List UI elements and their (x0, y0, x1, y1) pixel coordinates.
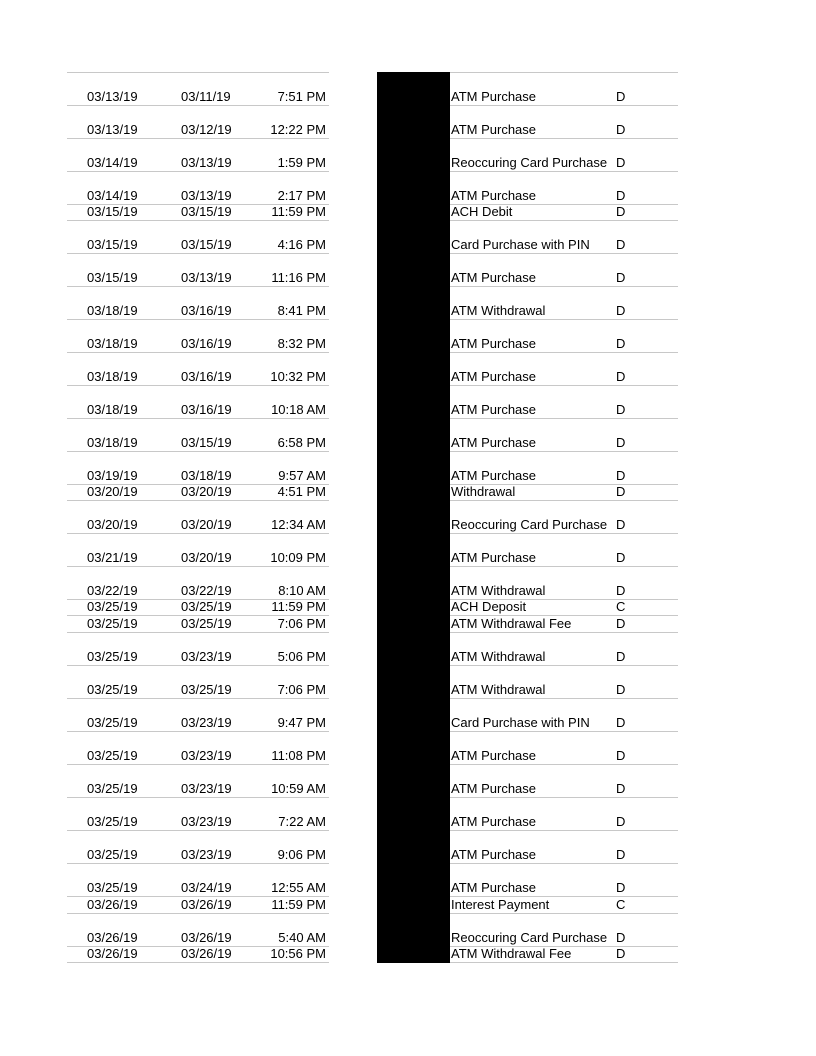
row-divider (450, 632, 678, 633)
row-divider (67, 830, 329, 831)
post-date-cell: 03/18/19 (87, 369, 138, 384)
type-cell: D (616, 880, 626, 895)
type-cell: D (616, 517, 626, 532)
description-cell: ATM Purchase (451, 435, 537, 450)
transaction-date-cell: 03/26/19 (181, 897, 232, 912)
description-cell: ATM Purchase (451, 122, 537, 137)
type-cell: D (616, 155, 626, 170)
time-cell: 9:06 PM (277, 847, 326, 862)
row-divider (450, 731, 678, 732)
time-cell: 7:51 PM (277, 89, 326, 104)
post-date-cell: 03/22/19 (87, 583, 138, 598)
description-cell: ATM Withdrawal Fee (451, 616, 572, 631)
transaction-date-cell: 03/25/19 (181, 682, 232, 697)
transaction-date-cell: 03/13/19 (181, 270, 232, 285)
post-date-cell: 03/25/19 (87, 599, 138, 614)
time-cell: 5:40 AM (278, 930, 326, 945)
post-date-cell: 03/18/19 (87, 402, 138, 417)
row-divider (67, 171, 329, 172)
row-divider (67, 632, 329, 633)
row-divider (450, 533, 678, 534)
row-divider (450, 863, 678, 864)
row-divider (450, 72, 678, 73)
row-divider (67, 764, 329, 765)
description-cell: ATM Purchase (451, 880, 537, 895)
row-divider (450, 171, 678, 172)
description-cell: ATM Purchase (451, 550, 537, 565)
transaction-date-cell: 03/23/19 (181, 715, 232, 730)
transaction-date-cell: 03/12/19 (181, 122, 232, 137)
description-cell: Card Purchase with PIN (451, 237, 590, 252)
description-cell: ATM Purchase (451, 336, 537, 351)
row-divider (67, 731, 329, 732)
transaction-date-cell: 03/15/19 (181, 435, 232, 450)
post-date-cell: 03/19/19 (87, 468, 138, 483)
post-date-cell: 03/18/19 (87, 336, 138, 351)
description-cell: ATM Purchase (451, 748, 537, 763)
post-date-cell: 03/15/19 (87, 204, 138, 219)
type-cell: D (616, 550, 626, 565)
transaction-date-cell: 03/23/19 (181, 781, 232, 796)
post-date-cell: 03/25/19 (87, 880, 138, 895)
post-date-cell: 03/14/19 (87, 155, 138, 170)
type-cell: D (616, 748, 626, 763)
transaction-date-cell: 03/26/19 (181, 930, 232, 945)
transaction-date-cell: 03/16/19 (181, 369, 232, 384)
description-cell: ATM Withdrawal (451, 649, 546, 664)
time-cell: 11:16 PM (271, 270, 326, 285)
time-cell: 9:47 PM (277, 715, 326, 730)
time-cell: 10:18 AM (271, 402, 326, 417)
post-date-cell: 03/13/19 (87, 122, 138, 137)
row-divider (67, 566, 329, 567)
transaction-date-cell: 03/23/19 (181, 847, 232, 862)
row-divider (67, 138, 329, 139)
row-divider (450, 764, 678, 765)
description-cell: ATM Purchase (451, 270, 537, 285)
transaction-date-cell: 03/11/19 (181, 89, 231, 104)
post-date-cell: 03/25/19 (87, 814, 138, 829)
row-divider (67, 352, 329, 353)
description-cell: ATM Purchase (451, 369, 537, 384)
row-divider (67, 533, 329, 534)
type-cell: D (616, 435, 626, 450)
transaction-date-cell: 03/25/19 (181, 616, 232, 631)
row-divider (450, 418, 678, 419)
post-date-cell: 03/26/19 (87, 930, 138, 945)
row-divider (67, 286, 329, 287)
time-cell: 11:59 PM (271, 599, 326, 614)
post-date-cell: 03/15/19 (87, 270, 138, 285)
transaction-date-cell: 03/26/19 (181, 946, 232, 961)
row-divider (67, 797, 329, 798)
type-cell: D (616, 583, 626, 598)
row-divider (67, 863, 329, 864)
row-divider (450, 220, 678, 221)
description-cell: Reoccuring Card Purchase (451, 517, 608, 532)
transaction-date-cell: 03/25/19 (181, 599, 232, 614)
time-cell: 11:08 PM (271, 748, 326, 763)
time-cell: 10:09 PM (270, 550, 326, 565)
post-date-cell: 03/18/19 (87, 435, 138, 450)
redaction-block (377, 72, 450, 963)
time-cell: 12:22 PM (270, 122, 326, 137)
time-cell: 4:16 PM (277, 237, 326, 252)
row-divider (450, 385, 678, 386)
row-divider (67, 665, 329, 666)
row-divider (67, 418, 329, 419)
post-date-cell: 03/26/19 (87, 897, 138, 912)
post-date-cell: 03/20/19 (87, 517, 138, 532)
type-cell: C (616, 897, 626, 912)
type-cell: D (616, 303, 626, 318)
description-cell: ATM Withdrawal (451, 583, 546, 598)
row-divider (450, 566, 678, 567)
type-cell: D (616, 369, 626, 384)
type-cell: D (616, 204, 626, 219)
description-cell: ATM Purchase (451, 89, 537, 104)
time-cell: 8:41 PM (277, 303, 326, 318)
description-cell: ATM Purchase (451, 814, 537, 829)
row-divider (450, 797, 678, 798)
type-cell: D (616, 847, 626, 862)
type-cell: D (616, 468, 626, 483)
transaction-date-cell: 03/23/19 (181, 649, 232, 664)
transaction-date-cell: 03/15/19 (181, 204, 232, 219)
description-cell: ATM Withdrawal Fee (451, 946, 572, 961)
row-divider (67, 319, 329, 320)
description-cell: ATM Withdrawal (451, 682, 546, 697)
transaction-date-cell: 03/16/19 (181, 402, 232, 417)
post-date-cell: 03/25/19 (87, 715, 138, 730)
transaction-date-cell: 03/18/19 (181, 468, 232, 483)
row-divider (450, 253, 678, 254)
post-date-cell: 03/21/19 (87, 550, 138, 565)
time-cell: 4:51 PM (277, 484, 326, 499)
type-cell: D (616, 188, 626, 203)
description-cell: Card Purchase with PIN (451, 715, 590, 730)
row-divider (450, 138, 678, 139)
description-cell: ATM Purchase (451, 847, 537, 862)
row-divider (450, 500, 678, 501)
transaction-date-cell: 03/15/19 (181, 237, 232, 252)
row-divider (450, 698, 678, 699)
row-divider (450, 105, 678, 106)
row-divider (450, 913, 678, 914)
post-date-cell: 03/25/19 (87, 748, 138, 763)
row-divider (67, 500, 329, 501)
row-divider (67, 72, 329, 73)
post-date-cell: 03/13/19 (87, 89, 138, 104)
row-divider (450, 962, 678, 963)
post-date-cell: 03/25/19 (87, 781, 138, 796)
row-divider (450, 352, 678, 353)
description-cell: ACH Deposit (451, 599, 527, 614)
time-cell: 10:59 AM (271, 781, 326, 796)
description-cell: Reoccuring Card Purchase (451, 930, 608, 945)
post-date-cell: 03/25/19 (87, 682, 138, 697)
type-cell: D (616, 781, 626, 796)
time-cell: 12:34 AM (271, 517, 326, 532)
transaction-date-cell: 03/22/19 (181, 583, 232, 598)
type-cell: D (616, 682, 626, 697)
type-cell: D (616, 715, 626, 730)
row-divider (450, 319, 678, 320)
transaction-date-cell: 03/20/19 (181, 517, 232, 532)
description-cell: ATM Purchase (451, 781, 537, 796)
description-cell: ATM Purchase (451, 468, 537, 483)
type-cell: D (616, 484, 626, 499)
type-cell: D (616, 649, 626, 664)
description-cell: Reoccuring Card Purchase (451, 155, 608, 170)
row-divider (450, 451, 678, 452)
post-date-cell: 03/25/19 (87, 649, 138, 664)
row-divider (67, 451, 329, 452)
type-cell: D (616, 122, 626, 137)
transaction-date-cell: 03/13/19 (181, 155, 232, 170)
transaction-date-cell: 03/13/19 (181, 188, 232, 203)
type-cell: D (616, 402, 626, 417)
row-divider (67, 913, 329, 914)
description-cell: ATM Withdrawal (451, 303, 546, 318)
row-divider (67, 962, 329, 963)
row-divider (67, 385, 329, 386)
time-cell: 12:55 AM (271, 880, 326, 895)
type-cell: D (616, 270, 626, 285)
time-cell: 10:56 PM (270, 946, 326, 961)
time-cell: 7:06 PM (277, 616, 326, 631)
row-divider (67, 105, 329, 106)
time-cell: 6:58 PM (277, 435, 326, 450)
time-cell: 8:32 PM (277, 336, 326, 351)
post-date-cell: 03/20/19 (87, 484, 138, 499)
time-cell: 7:22 AM (278, 814, 326, 829)
transaction-date-cell: 03/23/19 (181, 748, 232, 763)
type-cell: D (616, 336, 626, 351)
row-divider (450, 830, 678, 831)
transaction-date-cell: 03/16/19 (181, 336, 232, 351)
description-cell: Withdrawal (451, 484, 516, 499)
post-date-cell: 03/25/19 (87, 616, 138, 631)
row-divider (450, 286, 678, 287)
time-cell: 10:32 PM (270, 369, 326, 384)
row-divider (67, 253, 329, 254)
type-cell: D (616, 930, 626, 945)
post-date-cell: 03/26/19 (87, 946, 138, 961)
time-cell: 11:59 PM (271, 897, 326, 912)
time-cell: 1:59 PM (277, 155, 326, 170)
time-cell: 5:06 PM (277, 649, 326, 664)
time-cell: 9:57 AM (278, 468, 326, 483)
transaction-date-cell: 03/16/19 (181, 303, 232, 318)
row-divider (67, 220, 329, 221)
post-date-cell: 03/18/19 (87, 303, 138, 318)
time-cell: 7:06 PM (277, 682, 326, 697)
type-cell: D (616, 237, 626, 252)
description-cell: Interest Payment (451, 897, 550, 912)
description-cell: ATM Purchase (451, 402, 537, 417)
post-date-cell: 03/15/19 (87, 237, 138, 252)
type-cell: C (616, 599, 626, 614)
type-cell: D (616, 616, 626, 631)
row-divider (67, 698, 329, 699)
type-cell: D (616, 946, 626, 961)
time-cell: 11:59 PM (271, 204, 326, 219)
transaction-date-cell: 03/20/19 (181, 484, 232, 499)
time-cell: 8:10 AM (278, 583, 326, 598)
description-cell: ACH Debit (451, 204, 513, 219)
row-divider (450, 665, 678, 666)
post-date-cell: 03/14/19 (87, 188, 138, 203)
description-cell: ATM Purchase (451, 188, 537, 203)
transaction-date-cell: 03/23/19 (181, 814, 232, 829)
transaction-date-cell: 03/24/19 (181, 880, 232, 895)
time-cell: 2:17 PM (277, 188, 326, 203)
post-date-cell: 03/25/19 (87, 847, 138, 862)
transaction-date-cell: 03/20/19 (181, 550, 232, 565)
type-cell: D (616, 814, 626, 829)
type-cell: D (616, 89, 626, 104)
